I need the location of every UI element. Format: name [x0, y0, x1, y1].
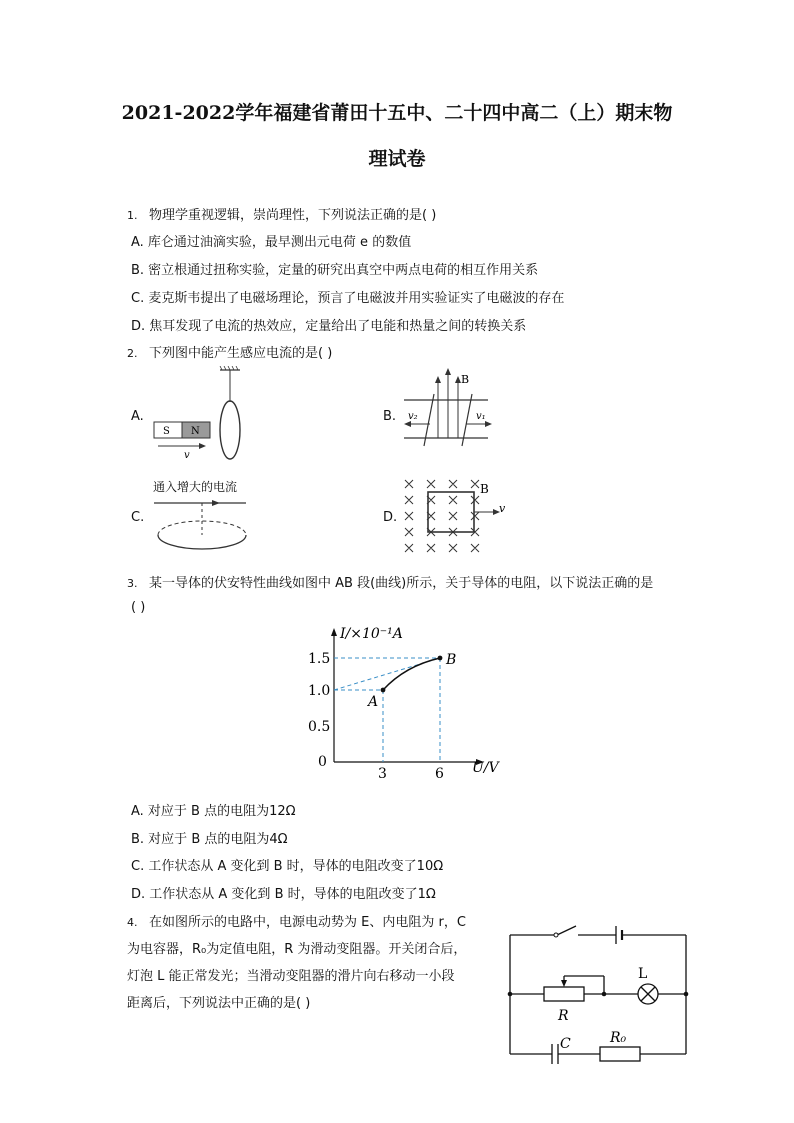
graph-x-tick-6: 6	[435, 766, 444, 778]
q2-figure-d	[400, 474, 510, 558]
question-4-line4: 距离后，下列说法中正确的是( )	[127, 996, 311, 1011]
question-1-number: 1.	[127, 209, 138, 222]
graph-point-a-label: A	[368, 694, 379, 710]
circuit-label-l: L	[638, 966, 648, 982]
point-b-marker	[438, 656, 443, 661]
q2-option-a-label: A.	[131, 409, 144, 424]
field-b-label-d: B	[480, 482, 489, 496]
circuit-label-r: R	[558, 1008, 569, 1024]
velocity-v-label-d: v	[499, 502, 506, 515]
q4-circuit-diagram	[500, 920, 696, 1066]
q2-figure-c-caption: 通入增大的电流	[153, 480, 238, 494]
question-4-line3: 灯泡 L 能正常发光；当滑动变阻器的滑片向右移动一小段	[127, 969, 455, 984]
question-3-stem	[127, 572, 653, 591]
magnet-s-label: S	[163, 426, 170, 437]
question-1-text: 物理学重视逻辑，崇尚理性，下列说法正确的是( )	[149, 208, 437, 223]
q1-option-d: D. 焦耳发现了电流的热效应，定量给出了电能和热量之间的转换关系	[131, 319, 527, 334]
question-2-number: 2.	[127, 347, 138, 360]
graph-origin-label: 0	[318, 754, 327, 770]
page-title-line1: 2021-2022学年福建省莆田十五中、二十四中高二（上）期末物	[121, 102, 673, 124]
q3-option-b: B. 对应于 B 点的电阻为4Ω	[131, 832, 288, 847]
magnet-n-label: N	[191, 426, 200, 437]
question-4-text-1: 在如图所示的电路中，电源电动势为 E、内电阻为 r，C	[149, 915, 466, 930]
graph-y-tick-1-5: 1.5	[308, 651, 331, 667]
question-4-number: 4.	[127, 916, 138, 929]
circuit-label-c: C	[560, 1036, 571, 1052]
graph-y-tick-1-0: 1.0	[308, 683, 331, 699]
graph-y-tick-0-5: 0.5	[308, 719, 331, 735]
question-4-line1	[127, 911, 466, 930]
q1-option-c: C. 麦克斯韦提出了电磁场理论，预言了电磁波并用实验证实了电磁波的存在	[131, 291, 565, 306]
q3-option-a: A. 对应于 B 点的电阻为12Ω	[131, 804, 296, 819]
velocity-v-label: v	[184, 450, 190, 461]
velocity-v2-label: v₂	[408, 411, 418, 422]
question-3-paren: ( )	[131, 600, 146, 615]
q2-option-d-label: D.	[383, 510, 398, 525]
question-1-stem	[127, 204, 436, 223]
field-b-label: B	[461, 373, 470, 386]
q3-option-d: D. 工作状态从 A 变化到 B 时，导体的电阻改变了1Ω	[131, 887, 436, 902]
question-3-text: 某一导体的伏安特性曲线如图中 AB 段(曲线)所示，关于导体的电阻，以下说法正确的是	[149, 576, 654, 591]
graph-y-axis-label: I/×10⁻¹A	[340, 626, 403, 642]
question-4-line2: 为电容器，R₀为定值电阻，R 为滑动变阻器。开关闭合后，	[127, 942, 467, 957]
page-title-line2: 理试卷	[368, 148, 426, 170]
question-3-number: 3.	[127, 577, 138, 590]
q2-figure-b	[400, 368, 500, 452]
point-a-marker	[381, 688, 386, 693]
q3-option-c: C. 工作状态从 A 变化到 B 时，导体的电阻改变了10Ω	[131, 859, 444, 874]
q1-option-a: A. 库仑通过油滴实验，最早测出元电荷 e 的数值	[131, 235, 412, 250]
q2-figure-c	[150, 495, 250, 563]
q3-iv-graph	[300, 620, 520, 778]
graph-x-axis-label: U/V	[472, 760, 499, 776]
question-2-text: 下列图中能产生感应电流的是( )	[149, 346, 333, 361]
circuit-label-r0: R₀	[610, 1030, 627, 1046]
q2-figure-a	[150, 366, 250, 464]
graph-point-b-label: B	[446, 652, 457, 668]
q2-option-c-label: C.	[131, 510, 145, 525]
question-2-stem	[127, 342, 332, 361]
q1-option-b: B. 密立根通过扭称实验，定量的研究出真空中两点电荷的相互作用关系	[131, 263, 539, 278]
velocity-v1-label: v₁	[476, 411, 486, 422]
graph-x-tick-3: 3	[378, 766, 387, 778]
q2-option-b-label: B.	[383, 409, 397, 424]
